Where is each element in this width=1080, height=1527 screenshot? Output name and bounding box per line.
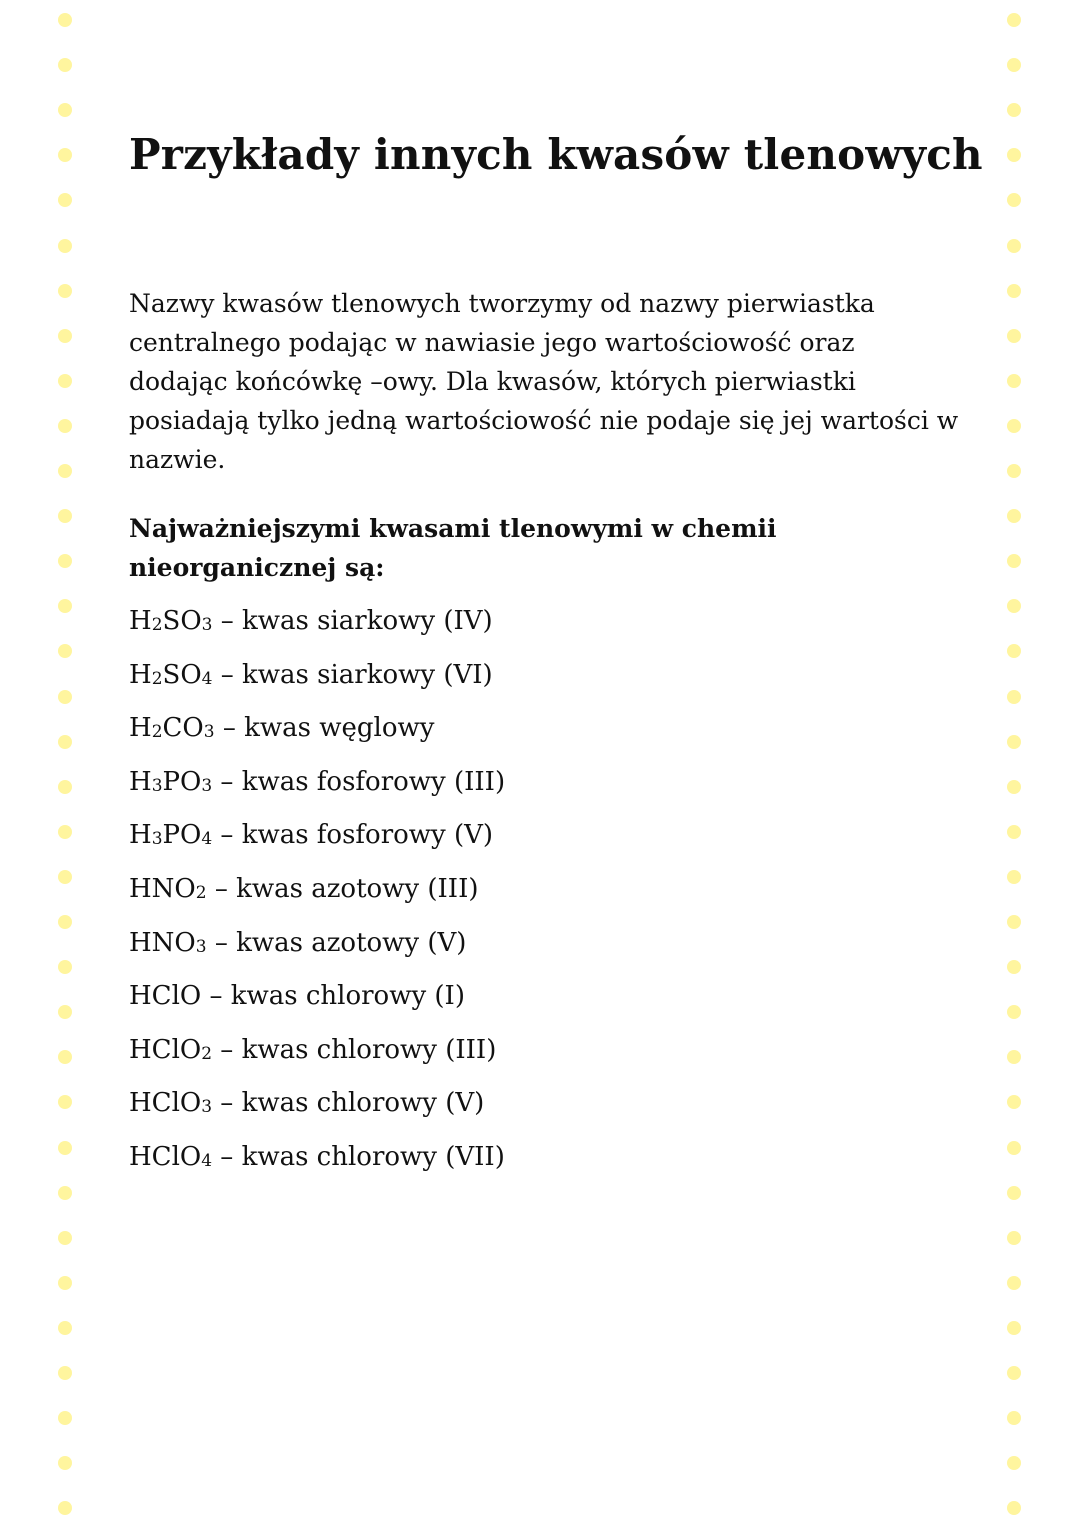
border-dot bbox=[58, 1095, 72, 1109]
intro-paragraph: Nazwy kwasów tlenowych tworzymy od nazwy pierwiastka centralnego podając w nawiasie jego wartościowość oraz dodając końcówkę –owy. Dla kwasów, których pierwiastki posiadają tylko jedną wartościowość nie podaje się jej wartości w nazwie. bbox=[129, 289, 959, 474]
formula-part: H bbox=[129, 820, 152, 851]
border-dot bbox=[58, 780, 72, 794]
formula-part: PO bbox=[162, 766, 202, 797]
border-dot bbox=[1007, 13, 1021, 27]
border-dot bbox=[58, 915, 72, 929]
border-dot bbox=[1007, 780, 1021, 794]
acid-list-item bbox=[129, 1135, 505, 1189]
acid-name: kwas chlorowy (VII) bbox=[241, 1141, 505, 1172]
formula-part: 3 bbox=[203, 722, 215, 743]
acid-list-item bbox=[129, 1081, 505, 1135]
border-dot bbox=[58, 644, 72, 658]
border-dot bbox=[1007, 599, 1021, 613]
acid-formula bbox=[129, 1142, 212, 1172]
border-dot bbox=[58, 1050, 72, 1064]
acid-formula bbox=[129, 660, 212, 690]
border-dot bbox=[1007, 374, 1021, 388]
border-dot bbox=[58, 1005, 72, 1019]
formula-part: H bbox=[129, 766, 152, 797]
acid-formula bbox=[129, 820, 212, 850]
acid-formula bbox=[129, 767, 212, 797]
border-dot bbox=[58, 1456, 72, 1470]
border-dot bbox=[1007, 960, 1021, 974]
formula-part: 3 bbox=[195, 936, 207, 957]
formula-part: 2 bbox=[201, 1043, 213, 1064]
acid-name: kwas azotowy (V) bbox=[236, 927, 467, 958]
formula-part: 4 bbox=[201, 668, 213, 689]
border-dot bbox=[1007, 915, 1021, 929]
border-dot bbox=[1007, 58, 1021, 72]
border-dot bbox=[1007, 1366, 1021, 1380]
border-dot bbox=[58, 419, 72, 433]
border-dot bbox=[1007, 1050, 1021, 1064]
acid-list-item bbox=[129, 653, 505, 707]
border-dot bbox=[1007, 1321, 1021, 1335]
border-dot bbox=[58, 1366, 72, 1380]
border-dot bbox=[58, 870, 72, 884]
border-dot bbox=[58, 599, 72, 613]
acid-list-item bbox=[129, 813, 505, 867]
acid-list-item bbox=[129, 921, 505, 975]
formula-part: H bbox=[129, 713, 152, 744]
separator-dash: – bbox=[212, 1141, 242, 1172]
separator-dash: – bbox=[214, 713, 245, 744]
left-dot-border bbox=[58, 0, 72, 1527]
border-dot bbox=[58, 1231, 72, 1245]
border-dot bbox=[58, 825, 72, 839]
formula-part: PO bbox=[162, 820, 202, 851]
formula-part: 3 bbox=[151, 829, 163, 850]
acid-name: kwas chlorowy (I) bbox=[230, 981, 465, 1012]
separator-dash: – bbox=[206, 927, 237, 958]
border-dot bbox=[1007, 1276, 1021, 1290]
border-dot bbox=[58, 374, 72, 388]
formula-part: SO bbox=[162, 606, 202, 636]
acid-name: kwas węglowy bbox=[244, 713, 435, 744]
border-dot bbox=[58, 13, 72, 27]
border-dot bbox=[1007, 193, 1021, 207]
formula-part: 2 bbox=[195, 882, 207, 903]
border-dot bbox=[1007, 690, 1021, 704]
formula-part: HClO bbox=[129, 1088, 202, 1119]
border-dot bbox=[1007, 239, 1021, 253]
acid-list-item bbox=[129, 706, 505, 760]
border-dot bbox=[58, 1501, 72, 1515]
acid-list-item bbox=[129, 1028, 505, 1082]
border-dot bbox=[1007, 148, 1021, 162]
separator-dash: – bbox=[212, 1034, 242, 1065]
formula-part: 3 bbox=[201, 775, 213, 796]
formula-part: HClO bbox=[129, 1141, 202, 1172]
border-dot bbox=[1007, 419, 1021, 433]
border-dot bbox=[1007, 554, 1021, 568]
acid-name: kwas chlorowy (V) bbox=[241, 1088, 485, 1119]
separator-dash: – bbox=[201, 981, 231, 1012]
border-dot bbox=[1007, 1501, 1021, 1515]
section-heading: Najważniejszymi kwasami tlenowymi w chemii nieorganicznej są: bbox=[129, 514, 777, 582]
acid-list-item bbox=[129, 867, 505, 921]
acid-name: kwas siarkowy (VI) bbox=[242, 659, 493, 690]
formula-part: HNO bbox=[129, 927, 196, 958]
border-dot bbox=[58, 509, 72, 523]
acid-list-item bbox=[129, 974, 505, 1028]
formula-part: HNO bbox=[129, 873, 196, 904]
border-dot bbox=[1007, 1005, 1021, 1019]
border-dot bbox=[1007, 284, 1021, 298]
acid-list-item bbox=[129, 599, 505, 653]
separator-dash: – bbox=[206, 873, 237, 904]
formula-part: 2 bbox=[151, 668, 163, 689]
acid-formula bbox=[129, 928, 207, 958]
acid-list bbox=[129, 599, 505, 1189]
formula-part: 3 bbox=[201, 1097, 213, 1118]
separator-dash: – bbox=[212, 606, 243, 636]
border-dot bbox=[58, 103, 72, 117]
acid-formula bbox=[129, 713, 215, 743]
border-dot bbox=[58, 735, 72, 749]
right-dot-border bbox=[1007, 0, 1021, 1527]
separator-dash: – bbox=[212, 820, 242, 851]
acid-list-item bbox=[129, 760, 505, 814]
formula-part: 4 bbox=[201, 1150, 213, 1171]
border-dot bbox=[58, 1411, 72, 1425]
border-dot bbox=[1007, 1231, 1021, 1245]
formula-part: 3 bbox=[201, 615, 213, 635]
acid-name: kwas siarkowy (IV) bbox=[242, 606, 493, 636]
border-dot bbox=[1007, 825, 1021, 839]
formula-part: HClO bbox=[129, 981, 202, 1012]
page-title: Przykłady innych kwasów tlenowych bbox=[129, 130, 983, 179]
border-dot bbox=[58, 148, 72, 162]
border-dot bbox=[1007, 1411, 1021, 1425]
formula-part: 3 bbox=[151, 775, 163, 796]
separator-dash: – bbox=[212, 659, 243, 690]
border-dot bbox=[58, 193, 72, 207]
border-dot bbox=[1007, 735, 1021, 749]
border-dot bbox=[58, 1186, 72, 1200]
formula-part: H bbox=[129, 659, 152, 690]
separator-dash: – bbox=[212, 766, 242, 797]
border-dot bbox=[58, 960, 72, 974]
acid-formula bbox=[129, 1035, 212, 1065]
border-dot bbox=[1007, 103, 1021, 117]
border-dot bbox=[1007, 509, 1021, 523]
acid-name: kwas chlorowy (III) bbox=[241, 1034, 497, 1065]
border-dot bbox=[1007, 1186, 1021, 1200]
acid-name: kwas azotowy (III) bbox=[236, 873, 479, 904]
acid-formula bbox=[129, 1088, 212, 1118]
acid-formula bbox=[129, 606, 212, 636]
border-dot bbox=[1007, 870, 1021, 884]
border-dot bbox=[1007, 329, 1021, 343]
acid-formula bbox=[129, 981, 201, 1011]
border-dot bbox=[58, 239, 72, 253]
border-dot bbox=[58, 1141, 72, 1155]
formula-part: 4 bbox=[201, 829, 213, 850]
border-dot bbox=[1007, 644, 1021, 658]
border-dot bbox=[58, 690, 72, 704]
formula-part: H bbox=[129, 606, 152, 636]
formula-part: 2 bbox=[151, 615, 163, 635]
border-dot bbox=[1007, 1095, 1021, 1109]
border-dot bbox=[1007, 1456, 1021, 1470]
formula-part: CO bbox=[162, 713, 204, 744]
formula-part: HClO bbox=[129, 1034, 202, 1065]
acid-formula bbox=[129, 874, 207, 904]
border-dot bbox=[58, 1321, 72, 1335]
border-dot bbox=[58, 329, 72, 343]
formula-part: SO bbox=[162, 659, 202, 690]
acid-name: kwas fosforowy (V) bbox=[241, 820, 494, 851]
border-dot bbox=[1007, 464, 1021, 478]
formula-part: 2 bbox=[151, 722, 163, 743]
border-dot bbox=[1007, 1141, 1021, 1155]
separator-dash: – bbox=[212, 1088, 242, 1119]
border-dot bbox=[58, 1276, 72, 1290]
border-dot bbox=[58, 284, 72, 298]
border-dot bbox=[58, 464, 72, 478]
border-dot bbox=[58, 554, 72, 568]
acid-name: kwas fosforowy (III) bbox=[241, 766, 506, 797]
border-dot bbox=[58, 58, 72, 72]
